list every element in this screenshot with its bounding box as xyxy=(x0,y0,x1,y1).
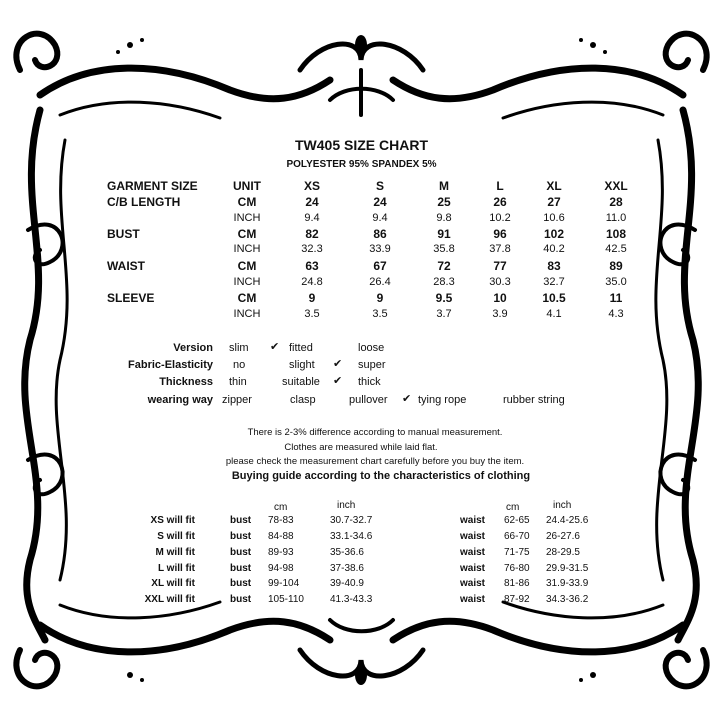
size-header-s: S xyxy=(375,179,384,193)
elasticity-label: Fabric-Elasticity xyxy=(128,359,213,371)
version-option-slim: slim xyxy=(229,342,249,354)
guide-bust-inch: 30.7-32.7 xyxy=(330,515,373,526)
unit-cm: CM xyxy=(237,291,257,305)
measure-name: C/B LENGTH xyxy=(107,195,181,209)
check-icon: ✔ xyxy=(270,341,280,353)
cell-inch: 10.2 xyxy=(489,212,511,224)
cell-cm: 102 xyxy=(543,227,565,241)
size-header-m: M xyxy=(439,179,449,193)
size-header-xxl: XXL xyxy=(604,179,628,193)
cell-inch: 3.9 xyxy=(492,308,508,320)
guide-cm-header-waist: cm xyxy=(506,502,520,513)
guide-waist: waist xyxy=(460,547,486,558)
guide-bust: bust xyxy=(230,563,252,574)
cell-cm: 67 xyxy=(373,259,387,273)
guide-fit-label: XL will fit xyxy=(151,578,195,589)
garment-size-label: GARMENT SIZE xyxy=(107,179,198,193)
cell-inch: 3.7 xyxy=(436,308,452,320)
wearing-option-zipper: zipper xyxy=(222,394,252,406)
cell-cm: 28 xyxy=(609,195,623,209)
guide-waist-inch: 31.9-33.9 xyxy=(546,578,589,589)
guide-waist: waist xyxy=(460,563,486,574)
cell-inch: 32.3 xyxy=(301,243,323,255)
guide-cm-header: cm xyxy=(274,502,288,513)
unit-inch: INCH xyxy=(233,243,261,255)
cell-inch: 42.5 xyxy=(605,243,627,255)
guide-inch-header: inch xyxy=(337,500,356,511)
guide-fit-label: XS will fit xyxy=(150,515,195,526)
buying-guide-heading: Buying guide according to the characteristics of clothing xyxy=(231,470,531,482)
cell-inch: 4.1 xyxy=(546,308,562,320)
cell-cm: 89 xyxy=(609,259,623,273)
cell-inch: 35.8 xyxy=(433,243,455,255)
cell-cm: 27 xyxy=(547,195,561,209)
guide-waist-inch: 28-29.5 xyxy=(546,547,580,558)
elasticity-option-no: no xyxy=(233,359,246,371)
guide-bust-cm: 78-83 xyxy=(268,515,294,526)
guide-waist-inch: 29.9-31.5 xyxy=(546,563,589,574)
thickness-option-suitable: suitable xyxy=(282,376,320,388)
unit-inch: INCH xyxy=(233,308,261,320)
cell-inch: 37.8 xyxy=(489,243,511,255)
cell-cm: 10 xyxy=(493,291,507,305)
thickness-label: Thickness xyxy=(159,376,213,388)
measure-name: BUST xyxy=(107,227,140,241)
cell-inch: 40.2 xyxy=(543,243,565,255)
guide-fit-label: S will fit xyxy=(157,531,195,542)
guide-waist-inch: 24.4-25.6 xyxy=(546,515,589,526)
guide-bust-cm: 89-93 xyxy=(268,547,294,558)
cell-cm: 26 xyxy=(493,195,507,209)
measure-name: WAIST xyxy=(107,259,145,273)
version-label: Version xyxy=(173,342,213,354)
guide-waist-cm: 81-86 xyxy=(504,578,530,589)
cell-inch: 33.9 xyxy=(369,243,391,255)
guide-bust: bust xyxy=(230,578,252,589)
cell-cm: 77 xyxy=(493,259,507,273)
cell-inch: 9.8 xyxy=(436,212,452,224)
material-subtitle: POLYESTER 95% SPANDEX 5% xyxy=(286,159,437,170)
guide-bust-cm: 105-110 xyxy=(268,594,304,605)
check-icon: ✔ xyxy=(333,375,343,387)
cell-cm: 63 xyxy=(305,259,319,273)
guide-bust-cm: 84-88 xyxy=(268,531,294,542)
guide-waist: waist xyxy=(460,594,486,605)
cell-inch: 10.6 xyxy=(543,212,565,224)
cell-cm: 96 xyxy=(493,227,507,241)
cell-inch: 11.0 xyxy=(605,212,627,224)
elasticity-option-super: super xyxy=(358,359,386,371)
guide-bust-cm: 99-104 xyxy=(268,578,300,589)
note-line: There is 2-3% difference according to manual measurement. xyxy=(247,427,503,438)
guide-waist: waist xyxy=(460,531,486,542)
guide-waist-cm: 87-92 xyxy=(504,594,530,605)
guide-bust: bust xyxy=(230,547,252,558)
wearing-option-pullover: pullover xyxy=(349,394,388,406)
cell-cm: 9 xyxy=(376,291,384,305)
guide-fit-label: M will fit xyxy=(155,547,195,558)
cell-inch: 9.4 xyxy=(304,212,320,224)
cell-cm: 25 xyxy=(437,195,451,209)
cell-inch: 35.0 xyxy=(605,276,627,288)
guide-bust: bust xyxy=(230,531,252,542)
guide-fit-label: XXL will fit xyxy=(144,594,195,605)
cell-cm: 9 xyxy=(308,291,316,305)
guide-bust: bust xyxy=(230,594,252,605)
cell-cm: 83 xyxy=(547,259,561,273)
note-line: please check the measurement chart carefully before you buy the item. xyxy=(225,456,525,467)
guide-waist-cm: 62-65 xyxy=(504,515,530,526)
guide-bust-inch: 35-36.6 xyxy=(330,547,364,558)
cell-cm: 9.5 xyxy=(435,291,453,305)
cell-inch: 3.5 xyxy=(372,308,388,320)
guide-bust: bust xyxy=(230,515,252,526)
cell-cm: 10.5 xyxy=(542,291,566,305)
size-header-xs: XS xyxy=(303,179,320,193)
wearing-label: wearing way xyxy=(147,394,213,406)
wearing-option-rubber-string: rubber string xyxy=(503,394,565,406)
wearing-option-clasp: clasp xyxy=(290,394,316,406)
check-icon: ✔ xyxy=(333,358,343,370)
cell-inch: 9.4 xyxy=(372,212,388,224)
guide-bust-inch: 39-40.9 xyxy=(330,578,364,589)
unit-header: UNIT xyxy=(233,179,261,193)
guide-waist-inch: 34.3-36.2 xyxy=(546,594,589,605)
measure-name: SLEEVE xyxy=(107,291,155,305)
cell-inch: 26.4 xyxy=(369,276,391,288)
guide-waist-cm: 76-80 xyxy=(504,563,530,574)
cell-inch: 3.5 xyxy=(304,308,320,320)
guide-inch-header-waist: inch xyxy=(553,500,572,511)
wearing-option-tying-rope: tying rope xyxy=(418,394,467,406)
unit-inch: INCH xyxy=(233,276,261,288)
cell-cm: 11 xyxy=(609,291,623,305)
cell-cm: 91 xyxy=(437,227,451,241)
unit-cm: CM xyxy=(237,195,257,209)
cell-cm: 108 xyxy=(605,227,627,241)
size-header-xl: XL xyxy=(546,179,562,193)
cell-inch: 30.3 xyxy=(489,276,511,288)
version-option-fitted: fitted xyxy=(289,342,313,354)
cell-cm: 24 xyxy=(373,195,387,209)
elasticity-option-slight: slight xyxy=(289,359,315,371)
cell-cm: 24 xyxy=(305,195,319,209)
unit-cm: CM xyxy=(237,259,257,273)
unit-cm: CM xyxy=(237,227,257,241)
cell-cm: 86 xyxy=(373,227,387,241)
cell-inch: 32.7 xyxy=(543,276,565,288)
guide-bust-inch: 33.1-34.6 xyxy=(330,531,373,542)
guide-bust-inch: 37-38.6 xyxy=(330,563,364,574)
version-option-loose: loose xyxy=(358,342,385,354)
guide-waist: waist xyxy=(460,578,486,589)
page-title: TW405 SIZE CHART xyxy=(294,137,428,153)
guide-fit-label: L will fit xyxy=(157,563,195,574)
cell-cm: 72 xyxy=(437,259,451,273)
guide-waist-inch: 26-27.6 xyxy=(546,531,580,542)
check-icon: ✔ xyxy=(402,393,412,405)
size-header-l: L xyxy=(496,179,504,193)
unit-inch: INCH xyxy=(233,212,261,224)
guide-bust-inch: 41.3-43.3 xyxy=(330,594,373,605)
thickness-option-thick: thick xyxy=(358,376,381,388)
guide-waist: waist xyxy=(460,515,486,526)
guide-waist-cm: 71-75 xyxy=(504,547,530,558)
cell-inch: 28.3 xyxy=(433,276,455,288)
guide-bust-cm: 94-98 xyxy=(268,563,294,574)
cell-cm: 82 xyxy=(305,227,319,241)
cell-inch: 4.3 xyxy=(608,308,624,320)
thickness-option-thin: thin xyxy=(229,376,247,388)
cell-inch: 24.8 xyxy=(301,276,323,288)
note-line: Clothes are measured while laid flat. xyxy=(284,442,438,453)
guide-waist-cm: 66-70 xyxy=(504,531,530,542)
